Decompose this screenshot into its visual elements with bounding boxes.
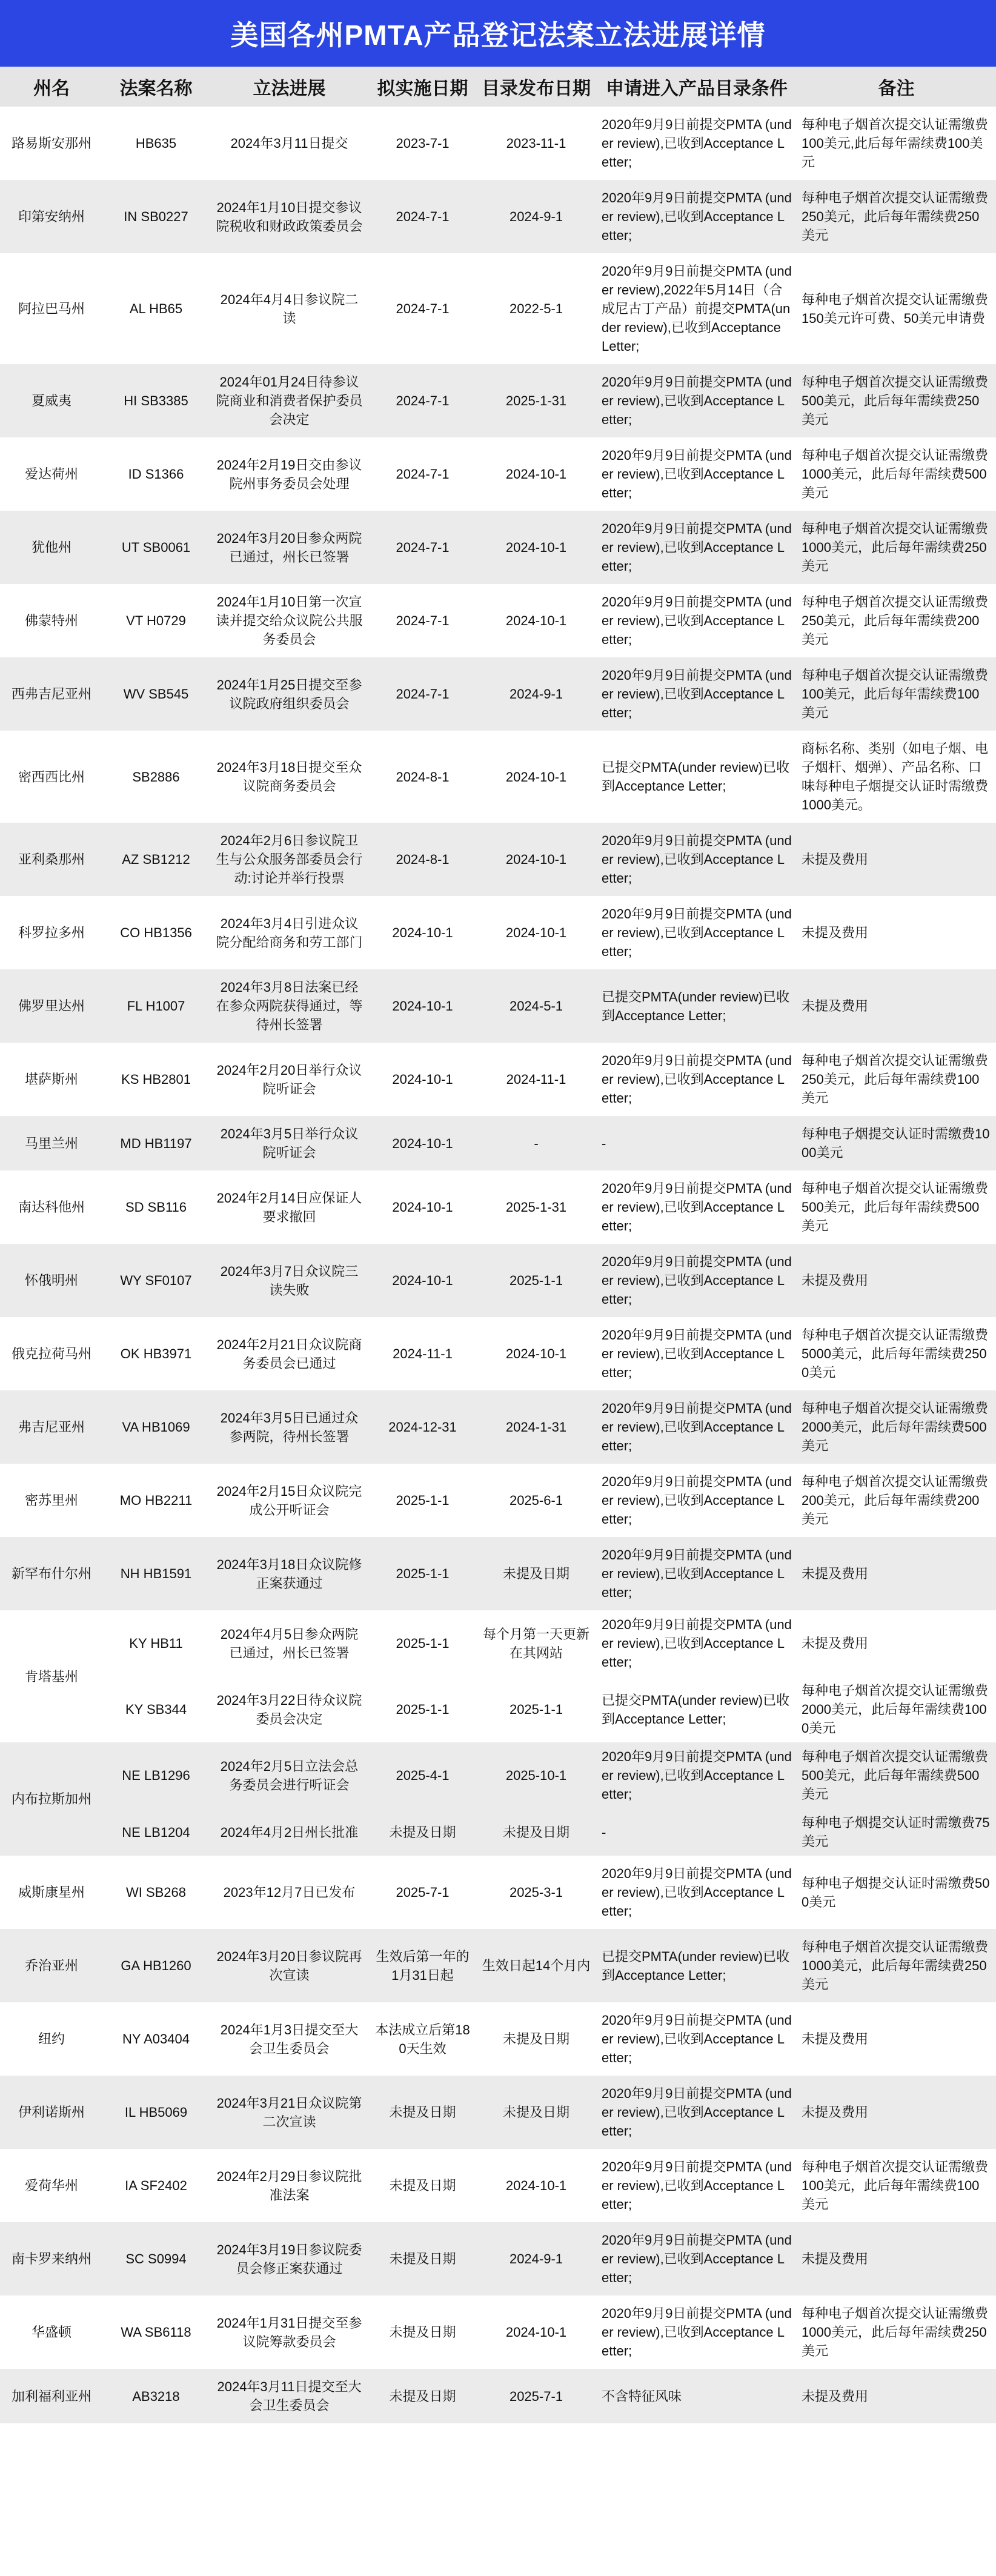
catalog-date-cell: -: [476, 1116, 597, 1170]
table-row: [0, 2369, 996, 2423]
progress-cell: 2024年3月5日举行众议院听证会: [209, 1116, 370, 1170]
implementation-date-cell: 2024-7-1: [370, 584, 476, 657]
title-bar: [0, 0, 996, 67]
header-progress: 立法进展: [209, 67, 370, 107]
bill-cell: NE LB1204: [103, 1808, 209, 1856]
implementation-date-cell: 2025-1-1: [370, 1537, 476, 1610]
progress-cell: 2024年01月24日待参议院商业和消费者保护委员会决定: [209, 364, 370, 437]
table-row: [0, 1929, 996, 2002]
table-header-row: [0, 67, 996, 107]
implementation-date-cell: 2024-7-1: [370, 437, 476, 511]
bill-cell: UT SB0061: [103, 511, 209, 584]
catalog-date-cell: 2025-10-1: [476, 1742, 597, 1808]
table-row: [0, 2149, 996, 2222]
condition-cell: 2020年9月9日前提交PMTA (under review),已收到Acceptance Letter;: [597, 1537, 797, 1610]
header-implementation-date: 拟实施日期: [370, 67, 476, 107]
table-row: [0, 2295, 996, 2369]
progress-cell: 2024年2月19日交由参议院州事务委员会处理: [209, 437, 370, 511]
state-cell: 亚利桑那州: [0, 823, 103, 896]
catalog-date-cell: 2025-1-31: [476, 1170, 597, 1244]
progress-cell: 2024年3月18日众议院修正案获通过: [209, 1537, 370, 1610]
condition-cell: 不含特征风味: [597, 2369, 797, 2423]
catalog-date-cell: 生效日起14个月内: [476, 1929, 597, 2002]
table-row: [0, 1537, 996, 1610]
catalog-date-cell: 未提及日期: [476, 1537, 597, 1610]
condition-cell: 2020年9月9日前提交PMTA (under review),已收到Acceptance Letter;: [597, 2295, 797, 2369]
condition-cell: 2020年9月9日前提交PMTA (under review),已收到Acceptance Letter;: [597, 437, 797, 511]
progress-cell: 2023年12月7日已发布: [209, 1856, 370, 1929]
notes-cell: 每种电子烟首次提交认证需缴费100美元，此后每年需续费100美元: [797, 657, 996, 731]
bill-cell: SD SB116: [103, 1170, 209, 1244]
table-row: [0, 180, 996, 253]
bill-cell: IN SB0227: [103, 180, 209, 253]
bill-cell: OK HB3971: [103, 1317, 209, 1390]
progress-cell: 2024年2月20日举行众议院听证会: [209, 1043, 370, 1116]
condition-cell: 2020年9月9日前提交PMTA (under review),已收到Acceptance Letter;: [597, 823, 797, 896]
progress-cell: 2024年3月5日已通过众参两院，待州长签署: [209, 1390, 370, 1464]
table-body: [0, 107, 996, 2423]
catalog-date-cell: 2025-6-1: [476, 1464, 597, 1537]
catalog-date-cell: 2025-3-1: [476, 1856, 597, 1929]
condition-cell: 2020年9月9日前提交PMTA (under review),已收到Acceptance Letter;: [597, 1610, 797, 1676]
notes-cell: 每种电子烟首次提交认证需缴费250美元，此后每年需续费250美元: [797, 180, 996, 253]
catalog-date-cell: 2024-1-31: [476, 1390, 597, 1464]
condition-cell: 2020年9月9日前提交PMTA (under review),已收到Acceptance Letter;: [597, 1244, 797, 1317]
condition-cell: 2020年9月9日前提交PMTA (under review),已收到Acceptance Letter;: [597, 1317, 797, 1390]
table-row: [0, 2002, 996, 2076]
condition-cell: 2020年9月9日前提交PMTA (under review),已收到Acceptance Letter;: [597, 1043, 797, 1116]
catalog-date-cell: 未提及日期: [476, 2076, 597, 2149]
progress-cell: 2024年3月21日众议院第二次宣读: [209, 2076, 370, 2149]
implementation-date-cell: 未提及日期: [370, 2369, 476, 2423]
catalog-date-cell: 2024-10-1: [476, 1317, 597, 1390]
progress-cell: 2024年3月20日参议院再次宣读: [209, 1929, 370, 2002]
bill-cell: KS HB2801: [103, 1043, 209, 1116]
progress-cell: 2024年3月22日待众议院委员会决定: [209, 1676, 370, 1742]
condition-cell: 2020年9月9日前提交PMTA (under review),已收到Acceptance Letter;: [597, 2002, 797, 2076]
table-row: [0, 1856, 996, 1929]
bill-cell: WV SB545: [103, 657, 209, 731]
notes-cell: 每种电子烟首次提交认证需缴费150美元许可费、50美元申请费: [797, 253, 996, 364]
notes-cell: 未提及费用: [797, 2076, 996, 2149]
condition-cell: 2020年9月9日前提交PMTA (under review),已收到Acceptance Letter;: [597, 2076, 797, 2149]
notes-cell: 每种电子烟首次提交认证需缴费500美元，此后每年需续费500美元: [797, 1170, 996, 1244]
notes-cell: 每种电子烟首次提交认证需缴费1000美元，此后每年需续费250美元: [797, 2295, 996, 2369]
progress-cell: 2024年3月11日提交至大会卫生委员会: [209, 2369, 370, 2423]
catalog-date-cell: 每个月第一天更新在其网站: [476, 1610, 597, 1676]
state-cell: 夏威夷: [0, 364, 103, 437]
implementation-date-cell: 未提及日期: [370, 1808, 476, 1856]
table-row: [0, 253, 996, 364]
notes-cell: 每种电子烟首次提交认证需缴费2000美元，此后每年需续费1000美元: [797, 1676, 996, 1742]
bill-cell: MO HB2211: [103, 1464, 209, 1537]
bill-cell: SC S0994: [103, 2222, 209, 2295]
catalog-date-cell: 2024-9-1: [476, 657, 597, 731]
state-cell: 阿拉巴马州: [0, 253, 103, 364]
condition-cell: 2020年9月9日前提交PMTA (under review),已收到Acceptance Letter;: [597, 180, 797, 253]
table-row: [0, 1244, 996, 1317]
notes-cell: 每种电子烟首次提交认证需缴费250美元，此后每年需续费100美元: [797, 1043, 996, 1116]
condition-cell: 已提交PMTA(under review)已收到Acceptance Letter;: [597, 731, 797, 823]
bill-cell: KY HB11: [103, 1610, 209, 1676]
notes-cell: 未提及费用: [797, 2222, 996, 2295]
bill-cell: GA HB1260: [103, 1929, 209, 2002]
catalog-date-cell: 2025-1-1: [476, 1244, 597, 1317]
bill-cell: WY SF0107: [103, 1244, 209, 1317]
table-row: [0, 2076, 996, 2149]
catalog-date-cell: 2025-7-1: [476, 2369, 597, 2423]
table-row: [0, 1464, 996, 1537]
implementation-date-cell: 2024-7-1: [370, 511, 476, 584]
catalog-date-cell: 2024-10-1: [476, 896, 597, 969]
table-row: [0, 969, 996, 1043]
table-row: [0, 2222, 996, 2295]
condition-cell: 已提交PMTA(under review)已收到Acceptance Letter;: [597, 1676, 797, 1742]
bill-cell: FL H1007: [103, 969, 209, 1043]
catalog-date-cell: 2024-10-1: [476, 823, 597, 896]
bill-cell: NH HB1591: [103, 1537, 209, 1610]
implementation-date-cell: 生效后第一年的1月31日起: [370, 1929, 476, 2002]
condition-cell: 已提交PMTA(under review)已收到Acceptance Letter;: [597, 969, 797, 1043]
implementation-date-cell: 2024-8-1: [370, 823, 476, 896]
state-cell: 加利福利亚州: [0, 2369, 103, 2423]
bill-cell: VT H0729: [103, 584, 209, 657]
state-cell: 纽约: [0, 2002, 103, 2076]
condition-cell: 2020年9月9日前提交PMTA (under review),已收到Acceptance Letter;: [597, 2149, 797, 2222]
implementation-date-cell: 2025-1-1: [370, 1464, 476, 1537]
implementation-date-cell: 2024-11-1: [370, 1317, 476, 1390]
notes-cell: 未提及费用: [797, 969, 996, 1043]
table-row: [0, 364, 996, 437]
condition-cell: 2020年9月9日前提交PMTA (under review),已收到Acceptance Letter;: [597, 1742, 797, 1808]
catalog-date-cell: 2024-9-1: [476, 180, 597, 253]
condition-cell: 2020年9月9日前提交PMTA (under review),已收到Acceptance Letter;: [597, 2222, 797, 2295]
table-row: [0, 584, 996, 657]
notes-cell: 每种电子烟提交认证时需缴费75美元: [797, 1808, 996, 1856]
state-cell: 路易斯安那州: [0, 107, 103, 180]
notes-cell: 每种电子烟首次提交认证需缴费500美元，此后每年需续费250美元: [797, 364, 996, 437]
table-row: [0, 437, 996, 511]
progress-cell: 2024年1月10日提交参议院税收和财政政策委员会: [209, 180, 370, 253]
progress-cell: 2024年1月3日提交至大会卫生委员会: [209, 2002, 370, 2076]
bill-cell: VA HB1069: [103, 1390, 209, 1464]
notes-cell: 每种电子烟提交认证时需缴费500美元: [797, 1856, 996, 1929]
implementation-date-cell: 2024-7-1: [370, 253, 476, 364]
state-cell: 印第安纳州: [0, 180, 103, 253]
state-cell: 密苏里州: [0, 1464, 103, 1537]
implementation-date-cell: 2024-10-1: [370, 896, 476, 969]
progress-cell: 2024年2月15日众议院完成公开听证会: [209, 1464, 370, 1537]
state-cell: 俄克拉荷马州: [0, 1317, 103, 1390]
condition-cell: 2020年9月9日前提交PMTA (under review),已收到Acceptance Letter;: [597, 1856, 797, 1929]
notes-cell: 未提及费用: [797, 2369, 996, 2423]
progress-cell: 2024年2月29日参议院批准法案: [209, 2149, 370, 2222]
notes-cell: 每种电子烟首次提交认证需缴费100美元,此后每年需续费100美元: [797, 107, 996, 180]
catalog-date-cell: 2024-10-1: [476, 437, 597, 511]
implementation-date-cell: 2024-8-1: [370, 731, 476, 823]
implementation-date-cell: 本法成立后第180天生效: [370, 2002, 476, 2076]
catalog-date-cell: 2024-10-1: [476, 511, 597, 584]
bill-cell: ID S1366: [103, 437, 209, 511]
progress-cell: 2024年1月10日第一次宣读并提交给众议院公共服务委员会: [209, 584, 370, 657]
notes-cell: 每种电子烟首次提交认证需缴费500美元，此后每年需续费500美元: [797, 1742, 996, 1808]
progress-cell: 2024年2月14日应保证人要求撤回: [209, 1170, 370, 1244]
state-cell: 佛罗里达州: [0, 969, 103, 1043]
table-row: [0, 107, 996, 180]
state-cell: 堪萨斯州: [0, 1043, 103, 1116]
bill-cell: HB635: [103, 107, 209, 180]
implementation-date-cell: 2025-7-1: [370, 1856, 476, 1929]
table-row: [0, 823, 996, 896]
table-row: [0, 511, 996, 584]
bill-cell: AZ SB1212: [103, 823, 209, 896]
state-cell: 弗吉尼亚州: [0, 1390, 103, 1464]
catalog-date-cell: 2024-10-1: [476, 2149, 597, 2222]
implementation-date-cell: 2025-1-1: [370, 1610, 476, 1676]
condition-cell: 2020年9月9日前提交PMTA (under review),已收到Acceptance Letter;: [597, 1170, 797, 1244]
notes-cell: 每种电子烟首次提交认证需缴费100美元，此后每年需续费100美元: [797, 2149, 996, 2222]
implementation-date-cell: 2024-7-1: [370, 180, 476, 253]
bill-cell: WA SB6118: [103, 2295, 209, 2369]
implementation-date-cell: 未提及日期: [370, 2222, 476, 2295]
table-row: [0, 1742, 996, 1808]
progress-cell: 2024年4月2日州长批准: [209, 1808, 370, 1856]
progress-cell: 2024年1月31日提交至参议院筹款委员会: [209, 2295, 370, 2369]
implementation-date-cell: 2024-10-1: [370, 1170, 476, 1244]
state-cell: 乔治亚州: [0, 1929, 103, 2002]
bill-cell: WI SB268: [103, 1856, 209, 1929]
bill-cell: IL HB5069: [103, 2076, 209, 2149]
progress-cell: 2024年3月4日引进众议院分配给商务和劳工部门: [209, 896, 370, 969]
progress-cell: 2024年3月18日提交至众议院商务委员会: [209, 731, 370, 823]
catalog-date-cell: 2024-10-1: [476, 731, 597, 823]
header-notes: 备注: [797, 67, 996, 107]
implementation-date-cell: 2025-4-1: [370, 1742, 476, 1808]
implementation-date-cell: 2025-1-1: [370, 1676, 476, 1742]
state-cell: 爱达荷州: [0, 437, 103, 511]
table-row: [0, 1390, 996, 1464]
page-title: 美国各州PMTA产品登记法案立法进展详情: [230, 19, 766, 51]
implementation-date-cell: 2024-12-31: [370, 1390, 476, 1464]
condition-cell: 2020年9月9日前提交PMTA (under review),已收到Acceptance Letter;: [597, 1390, 797, 1464]
state-cell: 南达科他州: [0, 1170, 103, 1244]
bill-cell: HI SB3385: [103, 364, 209, 437]
implementation-date-cell: 未提及日期: [370, 2295, 476, 2369]
progress-cell: 2024年3月19日参议院委员会修正案获通过: [209, 2222, 370, 2295]
table-row: [0, 1676, 996, 1742]
implementation-date-cell: 2024-7-1: [370, 657, 476, 731]
progress-cell: 2024年2月6日参议院卫生与公众服务部委员会行动:讨论并举行投票: [209, 823, 370, 896]
bill-cell: MD HB1197: [103, 1116, 209, 1170]
state-cell: 科罗拉多州: [0, 896, 103, 969]
condition-cell: 2020年9月9日前提交PMTA (under review),已收到Acceptance Letter;: [597, 1464, 797, 1537]
condition-cell: 2020年9月9日前提交PMTA (under review),已收到Acceptance Letter;: [597, 584, 797, 657]
condition-cell: 已提交PMTA(under review)已收到Acceptance Letter;: [597, 1929, 797, 2002]
condition-cell: 2020年9月9日前提交PMTA (under review),已收到Acceptance Letter;: [597, 896, 797, 969]
catalog-date-cell: 2022-5-1: [476, 253, 597, 364]
table-row: [0, 1043, 996, 1116]
bill-cell: NE LB1296: [103, 1742, 209, 1808]
table-row: [0, 896, 996, 969]
catalog-date-cell: 未提及日期: [476, 2002, 597, 2076]
progress-cell: 2024年4月4日参议院二读: [209, 253, 370, 364]
table-row: [0, 1116, 996, 1170]
catalog-date-cell: 2024-10-1: [476, 2295, 597, 2369]
catalog-date-cell: 2025-1-31: [476, 364, 597, 437]
progress-cell: 2024年3月11日提交: [209, 107, 370, 180]
notes-cell: 每种电子烟首次提交认证需缴费5000美元，此后每年需续费2500美元: [797, 1317, 996, 1390]
implementation-date-cell: 2024-10-1: [370, 1043, 476, 1116]
notes-cell: 未提及费用: [797, 1537, 996, 1610]
notes-cell: 未提及费用: [797, 2002, 996, 2076]
condition-cell: 2020年9月9日前提交PMTA (under review),已收到Acceptance Letter;: [597, 107, 797, 180]
notes-cell: 每种电子烟首次提交认证需缴费200美元，此后每年需续费200美元: [797, 1464, 996, 1537]
catalog-date-cell: 未提及日期: [476, 1808, 597, 1856]
bill-cell: CO HB1356: [103, 896, 209, 969]
state-cell: 密西西比州: [0, 731, 103, 823]
state-cell: 犹他州: [0, 511, 103, 584]
notes-cell: 每种电子烟提交认证时需缴费1000美元: [797, 1116, 996, 1170]
notes-cell: 每种电子烟首次提交认证需缴费1000美元，此后每年需续费500美元: [797, 437, 996, 511]
state-cell: 新罕布什尔州: [0, 1537, 103, 1610]
progress-cell: 2024年2月5日立法会总务委员会进行听证会: [209, 1742, 370, 1808]
implementation-date-cell: 2024-10-1: [370, 1116, 476, 1170]
implementation-date-cell: 未提及日期: [370, 2149, 476, 2222]
bill-cell: NY A03404: [103, 2002, 209, 2076]
notes-cell: 每种电子烟首次提交认证需缴费1000美元，此后每年需续费250美元: [797, 1929, 996, 2002]
bill-cell: SB2886: [103, 731, 209, 823]
table-row: [0, 1170, 996, 1244]
progress-cell: 2024年2月21日众议院商务委员会已通过: [209, 1317, 370, 1390]
table-row: [0, 1610, 996, 1676]
catalog-date-cell: 2023-11-1: [476, 107, 597, 180]
header-bill: 法案名称: [103, 67, 209, 107]
bill-cell: KY SB344: [103, 1676, 209, 1742]
header-condition: 申请进入产品目录条件: [597, 67, 797, 107]
condition-cell: 2020年9月9日前提交PMTA (under review),已收到Acceptance Letter;: [597, 511, 797, 584]
table-row: [0, 731, 996, 823]
implementation-date-cell: 2024-10-1: [370, 1244, 476, 1317]
state-cell: 马里兰州: [0, 1116, 103, 1170]
state-cell: 华盛顿: [0, 2295, 103, 2369]
progress-cell: 2024年3月8日法案已经在参众两院获得通过，等待州长签署: [209, 969, 370, 1043]
state-cell: 伊利诺斯州: [0, 2076, 103, 2149]
state-cell: 内布拉斯加州: [0, 1742, 103, 1856]
condition-cell: 2020年9月9日前提交PMTA (under review),已收到Acceptance Letter;: [597, 657, 797, 731]
progress-cell: 2024年4月5日参众两院已通过，州长已签署: [209, 1610, 370, 1676]
table-row: [0, 1317, 996, 1390]
header-state: 州名: [0, 67, 103, 107]
implementation-date-cell: 2024-7-1: [370, 364, 476, 437]
catalog-date-cell: 2025-1-1: [476, 1676, 597, 1742]
catalog-date-cell: 2024-11-1: [476, 1043, 597, 1116]
bill-cell: AB3218: [103, 2369, 209, 2423]
state-cell: 西弗吉尼亚州: [0, 657, 103, 731]
implementation-date-cell: 2024-10-1: [370, 969, 476, 1043]
condition-cell: -: [597, 1808, 797, 1856]
condition-cell: 2020年9月9日前提交PMTA (under review),2022年5月14日（合成尼古丁产品）前提交PMTA(under review),已收到Acceptance Letter;: [597, 253, 797, 364]
catalog-date-cell: 2024-5-1: [476, 969, 597, 1043]
state-cell: 威斯康星州: [0, 1856, 103, 1929]
condition-cell: -: [597, 1116, 797, 1170]
catalog-date-cell: 2024-9-1: [476, 2222, 597, 2295]
state-cell: 肯塔基州: [0, 1610, 103, 1742]
notes-cell: 每种电子烟首次提交认证需缴费250美元，此后每年需续费200美元: [797, 584, 996, 657]
notes-cell: 未提及费用: [797, 823, 996, 896]
notes-cell: 商标名称、类别（如电子烟、电子烟杆、烟弹）、产品名称、口味每种电子烟提交认证时需缴费1000美元。: [797, 731, 996, 823]
implementation-date-cell: 未提及日期: [370, 2076, 476, 2149]
bill-cell: IA SF2402: [103, 2149, 209, 2222]
progress-cell: 2024年3月20日参众两院已通过，州长已签署: [209, 511, 370, 584]
table-row: [0, 1808, 996, 1856]
notes-cell: 未提及费用: [797, 896, 996, 969]
progress-cell: 2024年1月25日提交至参议院政府组织委员会: [209, 657, 370, 731]
notes-cell: 每种电子烟首次提交认证需缴费1000美元，此后每年需续费250美元: [797, 511, 996, 584]
notes-cell: 未提及费用: [797, 1244, 996, 1317]
bill-cell: AL HB65: [103, 253, 209, 364]
state-cell: 南卡罗来纳州: [0, 2222, 103, 2295]
notes-cell: 每种电子烟首次提交认证需缴费2000美元，此后每年需续费500美元: [797, 1390, 996, 1464]
state-cell: 爱荷华州: [0, 2149, 103, 2222]
header-catalog-date: 目录发布日期: [476, 67, 597, 107]
table-row: [0, 657, 996, 731]
condition-cell: 2020年9月9日前提交PMTA (under review),已收到Acceptance Letter;: [597, 364, 797, 437]
implementation-date-cell: 2023-7-1: [370, 107, 476, 180]
catalog-date-cell: 2024-10-1: [476, 584, 597, 657]
pmta-legislation-table: [0, 67, 996, 2423]
state-cell: 佛蒙特州: [0, 584, 103, 657]
state-cell: 怀俄明州: [0, 1244, 103, 1317]
progress-cell: 2024年3月7日众议院三读失败: [209, 1244, 370, 1317]
notes-cell: 未提及费用: [797, 1610, 996, 1676]
